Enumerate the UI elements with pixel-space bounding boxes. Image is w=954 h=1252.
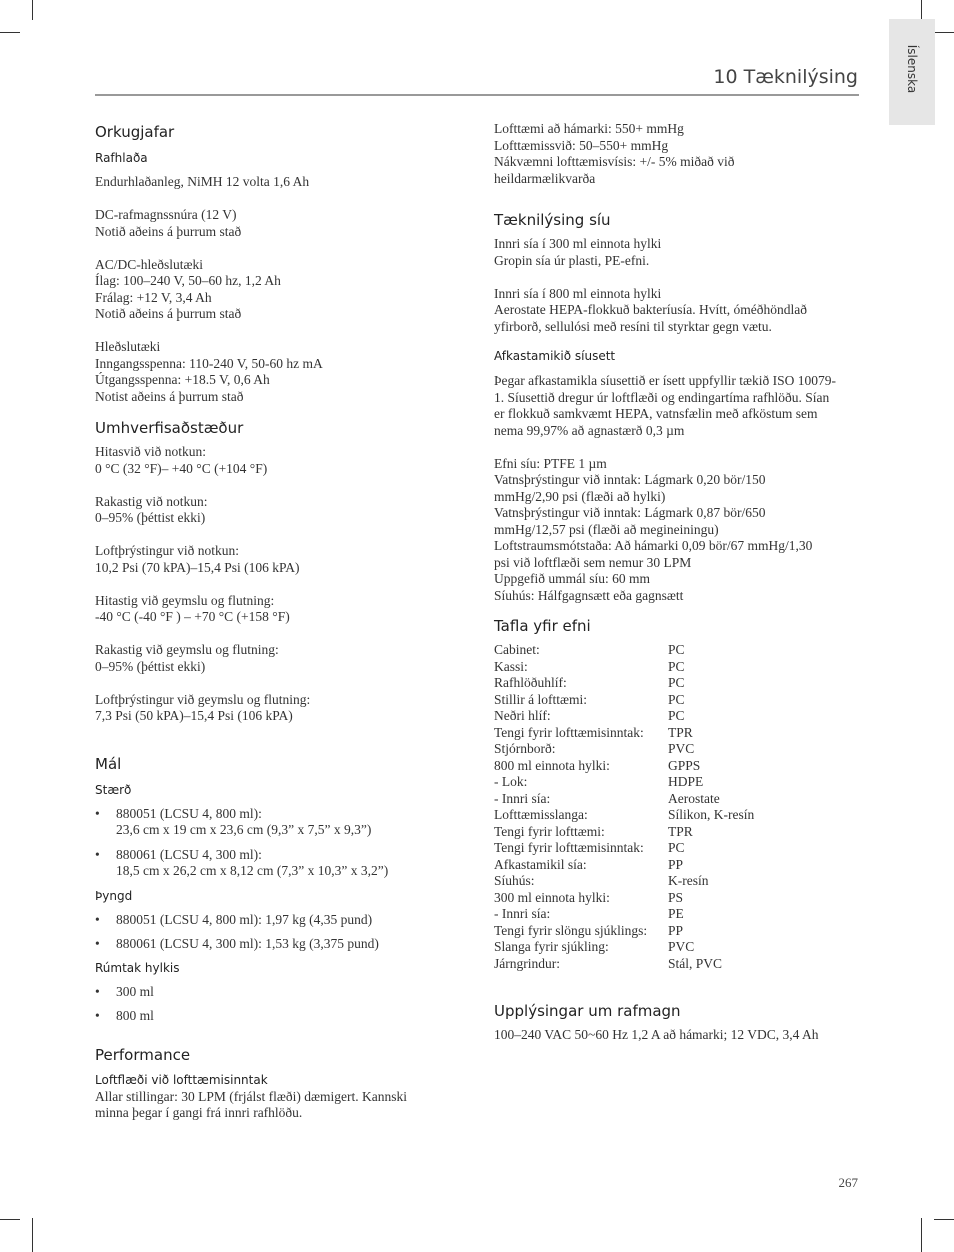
paragraph: Hitasvið við notkun: 0 °C (32 °F)– +40 °C (+104 °F) (95, 444, 268, 476)
table-cell-material-part: Járngrindur: (494, 955, 560, 971)
paragraph: Innri sía í 300 ml einnota hylki Gropin sía úr plasti, PE-efni. (494, 236, 662, 268)
table-cell-material-part: Stjórnborð: (494, 741, 556, 756)
header-divider (95, 94, 859, 96)
table-cell-material-part: 800 ml einnota hylki: (494, 757, 610, 773)
section-heading-mal: Mál (95, 754, 122, 773)
section-heading-orkugjafar: Orkugjafar (95, 123, 175, 141)
paragraph: Loftþrýstingur við notkun: 10,2 Psi (70 kPA)–15,4 Psi (106 kPA) (95, 543, 300, 575)
paragraph: Efni síu: PTFE 1 µm Vatnsþrýstingur við inntak: Lágmark 0,20 bör/150 mmHg/2,90 psi (flæði að hylki) Vatnsþrýstingur við inntak: Lágmark 0,87 bör/650 mmHg/12,57 psi (flæði að megineiningu) Loftstraumsmótstaða: Að hámarki 0,09 bör/67 mmHg/1,30 psi við loftflæði sem nemur 30 LPM Uppgefið ummál síu: 60 mm Síuhús: Hálfgagnsætt eða gagnsætt (494, 455, 813, 603)
crop-mark (934, 1219, 954, 1220)
crop-mark (921, 1218, 922, 1252)
table-cell-material-part: Síuhús: (494, 873, 535, 888)
table-row (494, 791, 862, 808)
table-row (494, 725, 862, 742)
table-row (494, 807, 862, 824)
list-item: • 880061 (LCSU 4, 300 ml): 18,5 cm x 26,2 cm x 8,12 cm (7,3” x 10,3” x 3,2”) (95, 846, 389, 878)
section-heading-tafla-yfir-efni: Tafla yfir efni (494, 617, 591, 635)
right-column (494, 121, 862, 1044)
table-cell-material: PS (668, 889, 684, 905)
table-cell-material-part: - Innri sía: (494, 906, 551, 921)
paragraph: Hleðslutæki Inngangsspenna: 110-240 V, 50-60 hz mA Útgangsspenna: +18.5 V, 0,6 Ah Notist aðeins á þurrum stað (95, 339, 323, 404)
table-cell-material-part: - Lok: (494, 774, 528, 789)
table-row (494, 890, 862, 907)
table-cell-material: PC (668, 658, 685, 674)
table-cell-material-part: Slanga fyrir sjúkling: (494, 939, 609, 954)
table-cell-material: PC (668, 840, 685, 855)
crop-mark (934, 32, 954, 33)
table-cell-material-part: 300 ml einnota hylki: (494, 889, 610, 905)
list-item: • 880061 (LCSU 4, 300 ml): 1,53 kg (3,375 pund) (95, 936, 379, 951)
subheading-afkastamikid-siusett: Afkastamikið síusett (494, 349, 616, 363)
table-row (494, 758, 862, 775)
subheading-loftflaedi: Loftflæði við lofttæmisinntak (95, 1072, 268, 1087)
table-row (494, 939, 862, 956)
language-tab (889, 19, 935, 125)
subheading-thyngd: Þyngd (95, 888, 133, 903)
list-item: • 300 ml (95, 983, 154, 999)
table-cell-material: TPR (668, 823, 693, 839)
table-row (494, 923, 862, 940)
table-row (494, 642, 862, 659)
list-item: • 800 ml (95, 1008, 154, 1023)
table-row (494, 692, 862, 709)
paragraph: 100–240 VAC 50~60 Hz 1,2 A að hámarki; 12 VDC, 3,4 Ah (494, 1027, 819, 1042)
table-row (494, 675, 862, 692)
table-cell-material: K-resín (668, 873, 709, 888)
table-cell-material: TPR (668, 724, 693, 740)
paragraph: Þegar afkastamikla síusettið er ísett uppfyllir tækið ISO 10079- 1. Síusettið dregur úr loftflæði og endingartíma rafhlöðu. Sían er flokkuð samkvæmt HEPA, vatnsfælin með afköstum sem nema 99,97% að agnastærð 0,3 µm (494, 373, 836, 438)
table-cell-material-part: Tengi fyrir lofttæmi: (494, 823, 605, 839)
table-cell-material: PC (668, 708, 685, 723)
page-title: 10 Tæknilýsing (713, 66, 858, 88)
table-cell-material: PC (668, 642, 685, 657)
table-cell-material-part: Tengi fyrir lofttæmisinntak: (494, 724, 644, 740)
crop-mark (0, 32, 20, 33)
table-row (494, 824, 862, 841)
section-heading-performance: Performance (95, 1045, 191, 1064)
table-cell-material: PE (668, 906, 684, 921)
subheading-rumtak-hylkis: Rúmtak hylkis (95, 960, 180, 975)
table-cell-material: HDPE (668, 774, 704, 789)
table-cell-material-part: Kassi: (494, 658, 528, 674)
table-row (494, 840, 862, 857)
table-cell-material: GPPS (668, 757, 701, 773)
table-row (494, 956, 862, 973)
language-tab-label: Íslenska (905, 44, 919, 94)
table-cell-material: PP (668, 856, 684, 872)
table-cell-material: PP (668, 922, 684, 938)
materials-table (494, 642, 862, 972)
table-row (494, 774, 862, 791)
table-cell-material: Sílikon, K-resín (668, 807, 755, 822)
list-item: • 880051 (LCSU 4, 800 ml): 1,97 kg (4,35 pund) (95, 911, 373, 927)
paragraph: Innri sía í 800 ml einnota hylki Aerostate HEPA-flokkuð bakteríusía. Hvítt, óméðhöndlað yfirborð, sellulósi með resíni til styrktar gegn vætu. (494, 285, 807, 334)
paragraph: Endurhlaðanleg, NiMH 12 volta 1,6 Ah (95, 174, 310, 189)
table-cell-material-part: Cabinet: (494, 642, 540, 657)
subheading-rafhlada: Rafhlaða (95, 151, 148, 165)
table-cell-material: PVC (668, 741, 695, 756)
table-cell-material: PC (668, 691, 685, 707)
crop-mark (32, 0, 33, 20)
table-cell-material: Stál, PVC (668, 955, 723, 971)
paragraph: DC-rafmagnssnúra (12 V) Notið aðeins á þurrum stað (95, 207, 242, 239)
crop-mark (32, 1218, 33, 1252)
table-row (494, 741, 862, 758)
table-cell-material: Aerostate (668, 790, 720, 806)
paragraph: AC/DC-hleðslutæki Ílag: 100–240 V, 50–60 hz, 1,2 Ah Frálag: +12 V, 3,4 Ah Notið aðeins á þurrum stað (95, 256, 281, 321)
left-column (95, 123, 455, 1122)
paragraph: Lofttæmi að hámarki: 550+ mmHg Lofttæmissvið: 50–550+ mmHg Nákvæmni lofttæmisvísis: +/- 5% miðað við heildarmælikvarða (494, 121, 735, 186)
table-cell-material-part: Afkastamikil sía: (494, 856, 587, 872)
table-row (494, 659, 862, 676)
crop-mark (921, 0, 922, 20)
section-heading-upplysingar-um-rafmagn: Upplýsingar um rafmagn (494, 1002, 681, 1020)
table-cell-material-part: Neðri hlíf: (494, 708, 551, 723)
table-cell-material: PVC (668, 939, 695, 954)
paragraph: Allar stillingar: 30 LPM (frjálst flæði) dæmigert. Kannski minna þegar í gangi frá innri rafhlöðu. (95, 1088, 407, 1120)
paragraph: Rakastig við notkun: 0–95% (þéttist ekki) (95, 493, 208, 525)
paragraph: Rakastig við geymslu og flutning: 0–95% (þéttist ekki) (95, 642, 279, 674)
table-cell-material-part: Stillir á lofttæmi: (494, 691, 588, 707)
table-cell-material-part: Lofttæmisslanga: (494, 807, 588, 822)
table-row (494, 906, 862, 923)
paragraph: Hitastig við geymslu og flutning: -40 °C (-40 °F ) – +70 °C (+158 °F) (95, 592, 290, 624)
table-cell-material-part: Tengi fyrir slöngu sjúklings: (494, 922, 648, 938)
table-row (494, 708, 862, 725)
table-cell-material-part: - Innri sía: (494, 790, 551, 806)
table-cell-material: PC (668, 675, 685, 690)
list-item: • 880051 (LCSU 4, 800 ml): 23,6 cm x 19 cm x 23,6 cm (9,3” x 7,5” x 9,3”) (95, 805, 372, 837)
crop-mark (0, 1219, 20, 1220)
section-heading-taeknilysing-siu: Tæknilýsing síu (494, 211, 611, 229)
section-heading-umhverfisadstaedur: Umhverfisaðstæður (95, 419, 244, 437)
page-number: 267 (838, 1175, 858, 1190)
table-row (494, 857, 862, 874)
table-cell-material-part: Tengi fyrir lofttæmisinntak: (494, 840, 644, 855)
table-row (494, 873, 862, 890)
paragraph: Loftþrýstingur við geymslu og flutning: 7,3 Psi (50 kPA)–15,4 Psi (106 kPA) (95, 691, 311, 723)
subheading-staerd: Stærð (95, 782, 132, 797)
table-cell-material-part: Rafhlöðuhlíf: (494, 675, 567, 690)
